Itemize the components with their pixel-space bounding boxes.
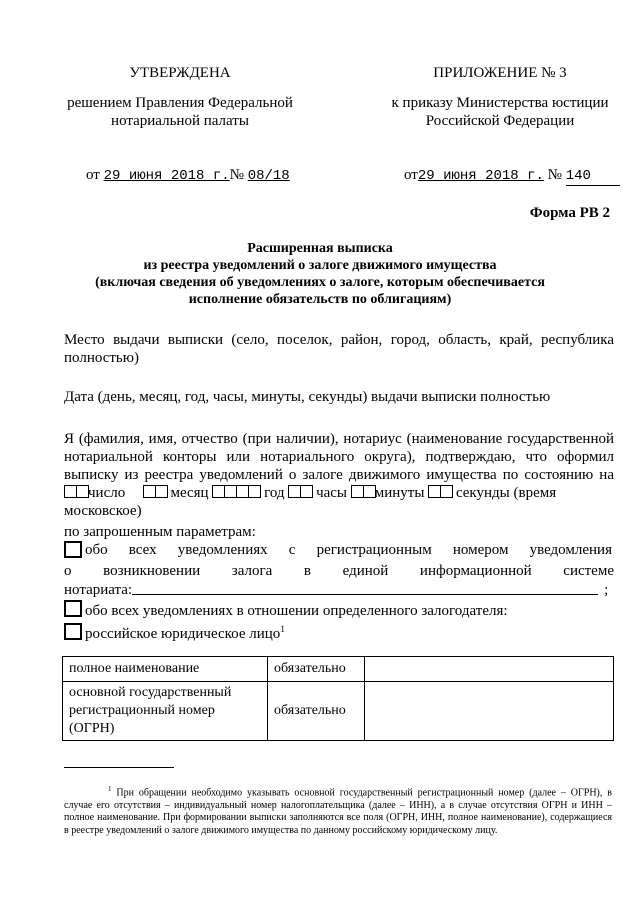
doc-title-line1: Расширенная выписка bbox=[247, 241, 393, 256]
option3-label: российское юридическое лицо bbox=[85, 626, 281, 642]
table-cell-value[interactable] bbox=[365, 657, 614, 682]
option1-end: ; bbox=[604, 582, 609, 598]
appendix-title: ПРИЛОЖЕНИЕ № 3 bbox=[433, 65, 567, 81]
date-prefix: от bbox=[86, 167, 100, 183]
number-prefix: № bbox=[547, 167, 562, 183]
moscow-time-label: московское) bbox=[64, 503, 142, 519]
footnote-ref: 1 bbox=[280, 624, 285, 634]
day-label: число bbox=[88, 485, 126, 501]
seconds-boxes[interactable] bbox=[428, 485, 452, 501]
approved-date-line bbox=[86, 166, 290, 185]
checkbox-pledgor[interactable] bbox=[64, 600, 82, 617]
year-boxes[interactable] bbox=[212, 485, 260, 501]
table-cell-label: основной государственный регистрационный номер (ОГРН) bbox=[63, 682, 268, 741]
option-notification-number bbox=[64, 541, 614, 561]
option2-label: обо всех уведомлениях в отношении определенного залогодателя: bbox=[85, 603, 508, 619]
order-date-line bbox=[404, 166, 620, 186]
seconds-label: секунды (время bbox=[455, 485, 557, 501]
option-russian-legal-entity bbox=[64, 620, 285, 643]
table-cell-value[interactable] bbox=[365, 682, 614, 741]
params-label: по запрошенным параметрам: bbox=[64, 524, 256, 540]
day-boxes[interactable] bbox=[64, 485, 88, 501]
footnote-separator bbox=[64, 767, 174, 768]
footnote bbox=[64, 783, 612, 837]
datetime-boxes-row bbox=[64, 484, 616, 502]
place-line2: полностью) bbox=[64, 350, 139, 366]
notification-number-field[interactable] bbox=[132, 580, 598, 595]
form-label: Форма РВ 2 bbox=[529, 205, 610, 221]
option1-line1: обо всех уведомлениях с регистрационным номером уведомления bbox=[85, 542, 612, 558]
appendix-line2: Российской Федерации bbox=[425, 113, 575, 129]
year-label: год bbox=[264, 485, 285, 501]
month-label: месяц bbox=[170, 485, 209, 501]
option1-line2: о возникновении залога в единой информационной системе bbox=[64, 563, 614, 579]
issue-date-label: Дата (день, месяц, год, часы, минуты, секунды) выдачи выписки полностью bbox=[64, 389, 551, 405]
checkbox-russian-legal-entity[interactable] bbox=[64, 623, 82, 640]
option1-line3-label: нотариата: bbox=[64, 582, 133, 598]
place-line1: Место выдачи выписки (село, поселок, район, город, область, край, республика bbox=[64, 332, 614, 348]
approval-date: 29 июня 2018 г. bbox=[103, 168, 230, 184]
footnote-text: При обращении необходимо указывать основной государственный регистрационный номер (далее – ОГРН), в случае его отсутствия – индивидуальный номер налогоплательщика (далее – ИНН), а в случае отсутствия ОГРН и ИНН – полное наименование. При формировании выписки заполняются все поля (ОГРН, ИНН, полное наименование), содержащиеся в реестре уведомлений о залоге движимого имущества по данному российскому юридическому лицу. bbox=[64, 787, 613, 836]
table-cell-status: обязательно bbox=[268, 657, 365, 682]
approved-line2: нотариальной палаты bbox=[111, 113, 249, 129]
table-row bbox=[63, 657, 614, 682]
table-cell-status: обязательно bbox=[268, 682, 365, 741]
date-prefix: от bbox=[404, 167, 418, 183]
doc-title-line2: из реестра уведомлений о залоге движимого имущества bbox=[143, 258, 497, 273]
statement-line2: нотариальной конторы или нотариального округа), подтверждаю, что оформил bbox=[64, 449, 614, 465]
appendix-line1: к приказу Министерства юстиции bbox=[391, 95, 609, 111]
footnote-marker: 1 bbox=[108, 785, 112, 793]
table-row bbox=[63, 682, 614, 741]
hours-boxes[interactable] bbox=[288, 485, 312, 501]
approved-line1: решением Правления Федеральной bbox=[67, 95, 293, 111]
hours-label: часы bbox=[316, 485, 347, 501]
doc-title-line3: (включая сведения об уведомлениях о залоге, которым обеспечивается bbox=[95, 275, 545, 290]
number-prefix: № bbox=[229, 167, 244, 183]
option1-line3 bbox=[64, 580, 614, 599]
order-number: 140 bbox=[566, 167, 620, 186]
approved-title: УТВЕРЖДЕНА bbox=[129, 65, 231, 81]
option-pledgor bbox=[64, 600, 508, 620]
minutes-boxes[interactable] bbox=[351, 485, 375, 501]
doc-title-line4: исполнение обязательств по облигациям) bbox=[188, 292, 452, 307]
checkbox-notification-number[interactable] bbox=[64, 541, 82, 558]
minutes-label: минуты bbox=[374, 485, 425, 501]
legal-entity-table bbox=[62, 656, 614, 741]
table-cell-label: полное наименование bbox=[63, 657, 268, 682]
statement-line1: Я (фамилия, имя, отчество (при наличии), нотариус (наименование государственной bbox=[64, 431, 614, 447]
statement-line3: выписку из реестра уведомлений о залоге движимого имущества по состоянию на bbox=[64, 467, 614, 483]
order-date: 29 июня 2018 г. bbox=[417, 168, 544, 184]
month-boxes[interactable] bbox=[143, 485, 167, 501]
approval-number: 08/18 bbox=[247, 168, 290, 184]
